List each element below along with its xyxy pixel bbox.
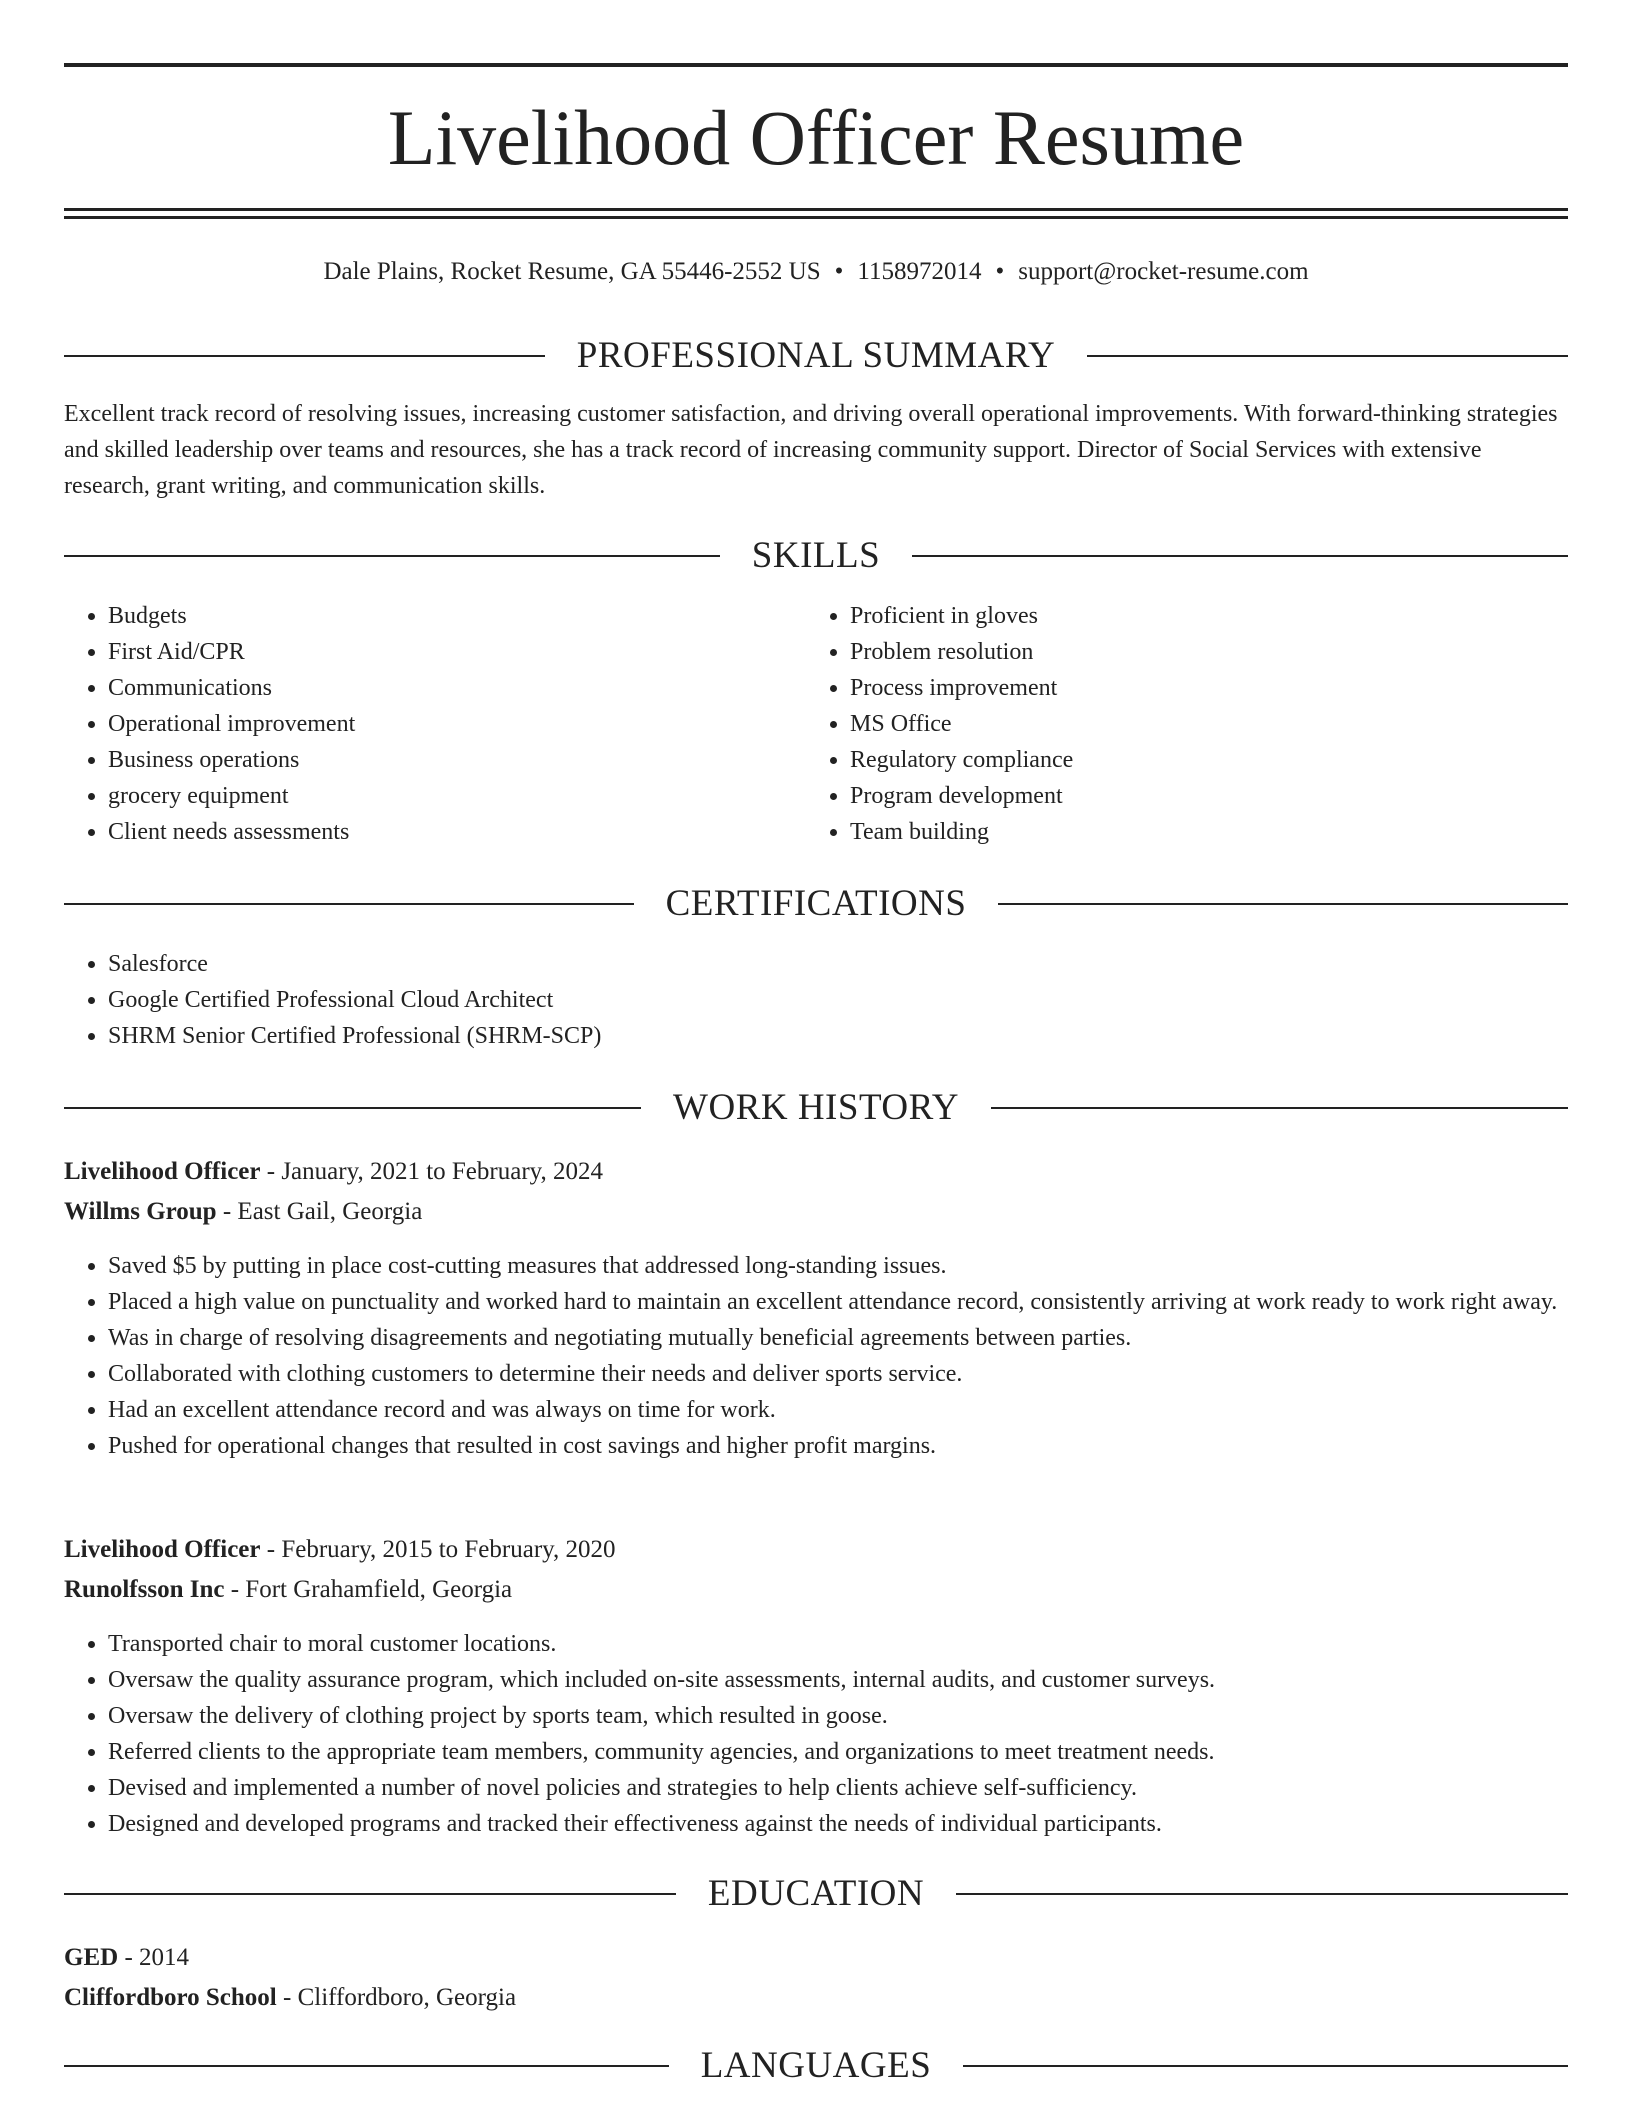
contact-separator: • xyxy=(995,258,1005,285)
skill-item: • Proficient in gloves xyxy=(850,598,1550,634)
contact-address: Dale Plains, Rocket Resume, GA 55446-2552 US xyxy=(323,258,821,285)
section-rule xyxy=(64,355,545,357)
skill-item: • Team building xyxy=(850,814,1550,850)
section-rule xyxy=(963,2065,1568,2067)
job-location: - Fort Grahamfield, Georgia xyxy=(224,1576,513,1603)
job-bullet: • Had an excellent attendance record and was always on time for work. xyxy=(108,1392,1568,1428)
job-bullets xyxy=(64,1248,1568,1464)
contact-phone: 1158972014 xyxy=(857,258,982,285)
section-rule xyxy=(912,555,1568,557)
job-bullet: • Placed a high value on punctuality and worked hard to maintain an excellent attendance record, consistently arriving at work ready to work right away. xyxy=(108,1284,1568,1320)
job-bullet: • Saved $5 by putting in place cost-cutting measures that addressed long-standing issues. xyxy=(108,1248,1568,1284)
title-rule-lower xyxy=(64,216,1568,219)
section-rule xyxy=(956,1893,1568,1895)
job-bullet: • Devised and implemented a number of novel policies and strategies to help clients achieve self-sufficiency. xyxy=(108,1770,1568,1806)
job-bullets xyxy=(64,1626,1568,1842)
skill-item: • First Aid/CPR xyxy=(108,634,808,670)
skill-item: • Problem resolution xyxy=(850,634,1550,670)
job-company-line xyxy=(64,1192,1568,1232)
education-degree: GED xyxy=(64,1944,119,1971)
skill-item: • Process improvement xyxy=(850,670,1550,706)
job-bullet: • Oversaw the quality assurance program, which included on-site assessments, internal audits, and customer surveys. xyxy=(108,1662,1568,1698)
skills-list-right xyxy=(806,598,1550,850)
job-entry xyxy=(64,1152,1568,1232)
section-header-summary xyxy=(64,334,1568,378)
skill-item: • grocery equipment xyxy=(108,778,808,814)
job-title-line xyxy=(64,1530,1568,1570)
job-company-line xyxy=(64,1570,1568,1610)
summary-text: Excellent track record of resolving issues, increasing customer satisfaction, and driving overall operational improvements. With forward-thinking strategies and skilled leadership over teams and resources, she has a track record of increasing community support. Director of Social Services with extensive research, grant writing, and communication skills. xyxy=(64,401,1558,499)
section-rule xyxy=(64,1893,676,1895)
job-title: Livelihood Officer xyxy=(64,1158,261,1185)
contact-line xyxy=(64,254,1568,290)
job-bullet: • Transported chair to moral customer locations. xyxy=(108,1626,1568,1662)
job-bullet: • Pushed for operational changes that resulted in cost savings and higher profit margins. xyxy=(108,1428,1568,1464)
section-title-skills: SKILLS xyxy=(751,535,881,576)
section-rule xyxy=(1087,355,1568,357)
job-location: - East Gail, Georgia xyxy=(216,1198,423,1225)
section-rule xyxy=(998,903,1568,905)
job-bullet: • Was in charge of resolving disagreements and negotiating mutually beneficial agreements between parties. xyxy=(108,1320,1568,1356)
education-location: - Cliffordboro, Georgia xyxy=(276,1984,517,2011)
section-rule xyxy=(991,1107,1568,1109)
job-dates: - January, 2021 to February, 2024 xyxy=(260,1158,604,1185)
job-bullet: • Oversaw the delivery of clothing project by sports team, which resulted in goose. xyxy=(108,1698,1568,1734)
job-company: Runolfsson Inc xyxy=(64,1576,225,1603)
education-school: Cliffordboro School xyxy=(64,1984,277,2011)
skill-item: • Operational improvement xyxy=(108,706,808,742)
skill-item: • Regulatory compliance xyxy=(850,742,1550,778)
job-bullet: • Collaborated with clothing customers to determine their needs and deliver sports service. xyxy=(108,1356,1568,1392)
skill-item: • MS Office xyxy=(850,706,1550,742)
section-header-skills xyxy=(64,534,1568,578)
section-header-languages xyxy=(64,2044,1568,2088)
section-title-languages: LANGUAGES xyxy=(700,2045,932,2086)
top-rule xyxy=(64,63,1568,67)
skill-item: • Business operations xyxy=(108,742,808,778)
skill-item: • Client needs assessments xyxy=(108,814,808,850)
section-header-education xyxy=(64,1872,1568,1916)
skill-item: • Communications xyxy=(108,670,808,706)
education-year: - 2014 xyxy=(118,1944,190,1971)
job-dates: - February, 2015 to February, 2020 xyxy=(260,1536,616,1563)
education-degree-line xyxy=(64,1938,1568,1978)
certifications-list xyxy=(64,946,1508,1054)
title-rule-upper xyxy=(64,208,1568,211)
contact-separator: • xyxy=(834,258,844,285)
section-title-summary: PROFESSIONAL SUMMARY xyxy=(576,335,1056,376)
section-rule xyxy=(64,2065,669,2067)
education-entry xyxy=(64,1938,1568,2018)
section-title-education: EDUCATION xyxy=(707,1873,925,1914)
contact-email: support@rocket-resume.com xyxy=(1018,258,1309,285)
section-rule xyxy=(64,555,720,557)
section-rule xyxy=(64,1107,641,1109)
job-title-line xyxy=(64,1152,1568,1192)
section-title-work-history: WORK HISTORY xyxy=(673,1087,959,1128)
skills-list-left xyxy=(64,598,808,850)
certification-item: • Google Certified Professional Cloud Architect xyxy=(108,982,1508,1018)
job-company: Willms Group xyxy=(64,1198,217,1225)
skill-item: • Budgets xyxy=(108,598,808,634)
page-title: Livelihood Officer Resume xyxy=(387,94,1245,181)
job-bullet: • Referred clients to the appropriate team members, community agencies, and organizations to meet treatment needs. xyxy=(108,1734,1568,1770)
job-bullet: • Designed and developed programs and tracked their effectiveness against the needs of individual participants. xyxy=(108,1806,1568,1842)
certification-item: • Salesforce xyxy=(108,946,1508,982)
job-entry xyxy=(64,1530,1568,1610)
section-rule xyxy=(64,903,634,905)
section-title-certifications: CERTIFICATIONS xyxy=(665,883,967,924)
certification-item: • SHRM Senior Certified Professional (SHRM-SCP) xyxy=(108,1018,1508,1054)
section-header-work-history xyxy=(64,1086,1568,1130)
section-header-certifications xyxy=(64,882,1568,926)
education-school-line xyxy=(64,1978,1568,2018)
job-title: Livelihood Officer xyxy=(64,1536,261,1563)
skill-item: • Program development xyxy=(850,778,1550,814)
